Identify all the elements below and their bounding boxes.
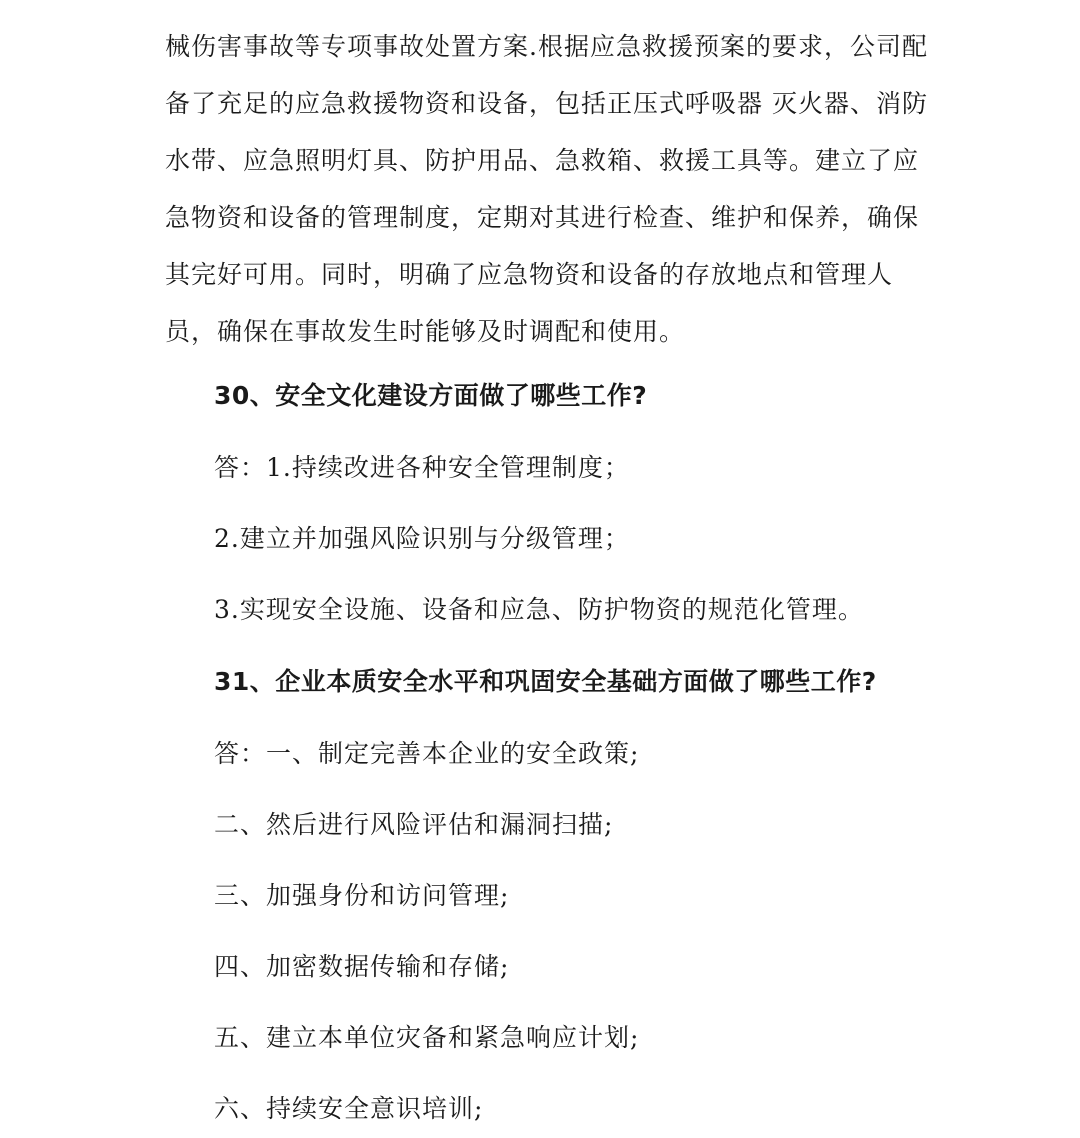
answer-line: 四、加密数据传输和存储;	[214, 952, 510, 981]
answer-line: 六、持续安全意识培训;	[214, 1094, 484, 1123]
paragraph-line: 备了充足的应急救援物资和设备，包括正压式呼吸器 灭火器、消防	[165, 89, 928, 118]
paragraph-line: 其完好可用。同时，明确了应急物资和设备的存放地点和管理人	[165, 260, 894, 289]
answer-line: 五、建立本单位灾备和紧急响应计划;	[214, 1023, 640, 1052]
paragraph-line: 械伤害事故等专项事故处置方案.根据应急救援预案的要求，公司配	[165, 32, 928, 61]
answer-line: 三、加强身份和访问管理;	[214, 881, 510, 910]
intro-paragraph	[165, 18, 928, 360]
paragraph-line: 员，确保在事故发生时能够及时调配和使用。	[165, 317, 686, 346]
answer-line: 二、然后进行风险评估和漏洞扫描;	[214, 810, 614, 839]
question-heading-31: 31、企业本质安全水平和巩固安全基础方面做了哪些工作?	[214, 667, 877, 696]
paragraph-line: 水带、应急照明灯具、防护用品、急救箱、救援工具等。建立了应	[165, 146, 920, 175]
paragraph-line: 急物资和设备的管理制度，定期对其进行检查、维护和保养，确保	[165, 203, 920, 232]
question-heading-30: 30、安全文化建设方面做了哪些工作?	[214, 381, 648, 410]
answer-line: 2.建立并加强风险识别与分级管理；	[214, 524, 630, 553]
answer-line: 答：一、制定完善本企业的安全政策;	[214, 739, 640, 768]
answer-line: 3.实现安全设施、设备和应急、防护物资的规范化管理。	[214, 595, 864, 624]
answer-line: 答：1.持续改进各种安全管理制度；	[214, 453, 630, 482]
